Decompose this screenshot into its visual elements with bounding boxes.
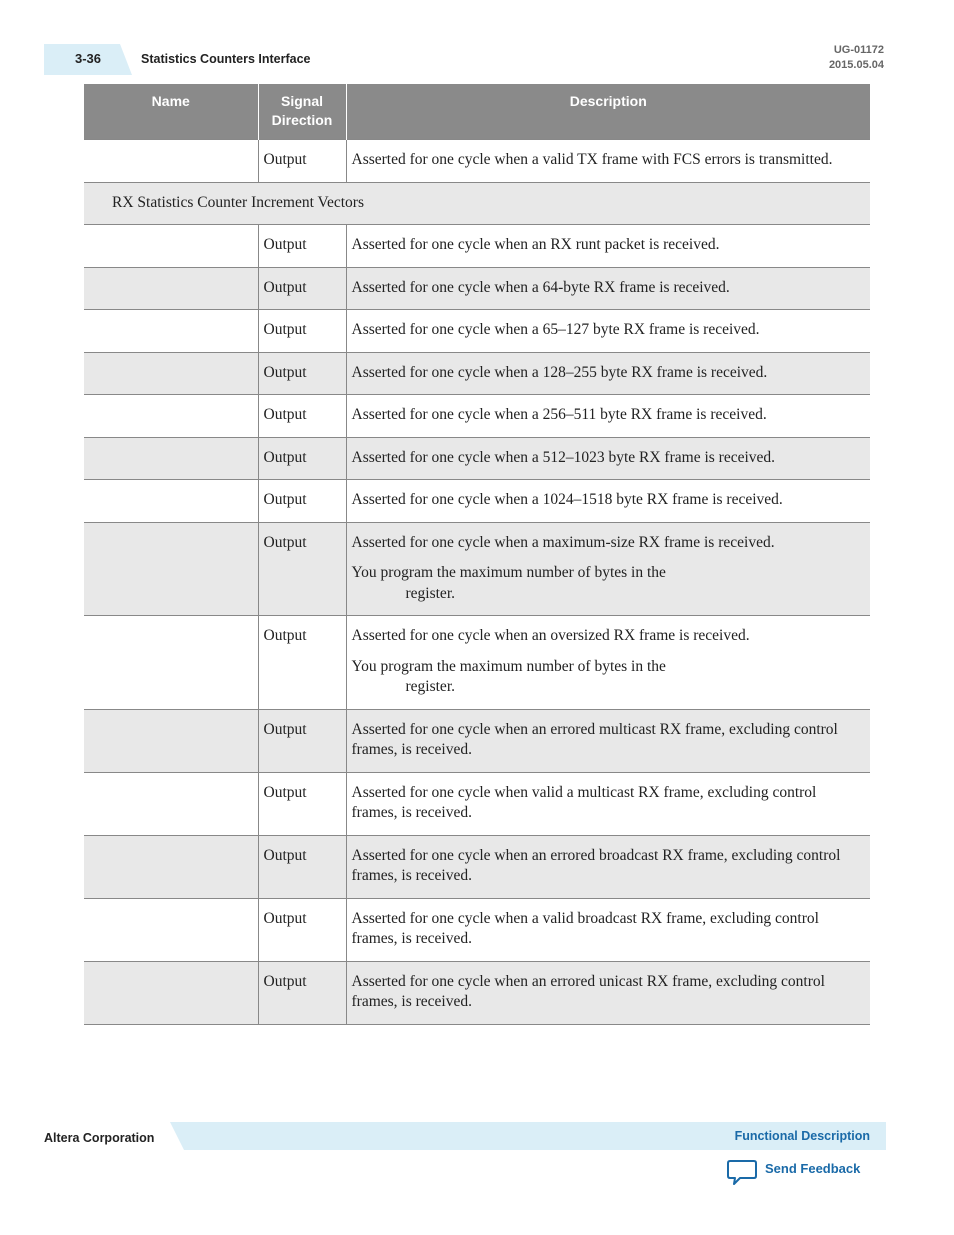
footer-company: Altera Corporation: [44, 1131, 155, 1145]
table-row: [84, 961, 870, 1024]
speech-bubble-icon: [727, 1158, 757, 1186]
signal-direction-cell: Output: [258, 835, 346, 898]
signal-description-cell: Asserted for one cycle when a 256–511 byte RX frame is received.: [346, 395, 870, 438]
table-row: [84, 772, 870, 835]
signal-direction-cell: Output: [258, 437, 346, 480]
send-feedback-button[interactable]: [727, 1158, 860, 1188]
signal-direction-cell: Output: [258, 267, 346, 310]
note-line: You program the maximum number of bytes in the: [351, 564, 666, 581]
signal-direction-cell: Output: [258, 310, 346, 353]
signal-direction-cell: Output: [258, 772, 346, 835]
table-row: [84, 709, 870, 772]
signal-name-cell: [84, 480, 258, 523]
signal-name-cell: [84, 437, 258, 480]
send-feedback-label: Send Feedback: [765, 1161, 861, 1176]
signal-description-cell: Asserted for one cycle when a 512–1023 byte RX frame is received.: [346, 437, 870, 480]
signal-description-cell: Asserted for one cycle when a 64-byte RX frame is received.: [346, 267, 870, 310]
signal-name-cell: [84, 225, 258, 268]
chapter-link[interactable]: Functional Description: [734, 1129, 870, 1143]
table-row: [84, 267, 870, 310]
description-text: Asserted for one cycle when an oversized RX frame is received.: [351, 627, 750, 644]
signal-description-cell: [346, 616, 870, 710]
signal-name-cell: [84, 395, 258, 438]
running-section-title: Statistics Counters Interface: [141, 52, 311, 66]
table-header-row: [84, 84, 870, 140]
description-note: [352, 563, 866, 604]
signal-description-cell: Asserted for one cycle when a valid TX frame with FCS errors is transmitted.: [346, 140, 870, 183]
table-row: [84, 522, 870, 616]
table-row: [84, 140, 870, 183]
signal-description-cell: Asserted for one cycle when a 65–127 byte RX frame is received.: [346, 310, 870, 353]
table-row: [84, 310, 870, 353]
table-row: [84, 835, 870, 898]
column-header-direction: Signal Direction: [258, 84, 346, 140]
signal-direction-cell: Output: [258, 709, 346, 772]
signal-direction-cell: Output: [258, 395, 346, 438]
signal-name-cell: [84, 898, 258, 961]
signal-description-cell: Asserted for one cycle when a 1024–1518 byte RX frame is received.: [346, 480, 870, 523]
section-label: RX Statistics Counter Increment Vectors: [84, 182, 870, 225]
signal-direction-cell: Output: [258, 522, 346, 616]
column-header-name: Name: [84, 84, 258, 140]
signal-table: [84, 84, 870, 1025]
signal-direction-cell: Output: [258, 225, 346, 268]
signal-name-cell: [84, 616, 258, 710]
signal-name-cell: [84, 961, 258, 1024]
table-row: [84, 480, 870, 523]
signal-name-cell: [84, 140, 258, 183]
signal-direction-cell: Output: [258, 480, 346, 523]
signal-description-cell: Asserted for one cycle when an errored multicast RX frame, excluding control frames, is received.: [346, 709, 870, 772]
table-row: [84, 898, 870, 961]
signal-description-cell: Asserted for one cycle when an RX runt packet is received.: [346, 225, 870, 268]
note-line: You program the maximum number of bytes in the: [351, 657, 666, 675]
signal-description-cell: Asserted for one cycle when a valid broadcast RX frame, excluding control frames, is received.: [346, 898, 870, 961]
table-row: [84, 352, 870, 395]
column-header-description: Description: [346, 84, 870, 140]
signal-direction-cell: Output: [258, 352, 346, 395]
signal-description-cell: [346, 522, 870, 616]
signal-description-cell: Asserted for one cycle when a 128–255 byte RX frame is received.: [346, 352, 870, 395]
signal-description-cell: Asserted for one cycle when an errored unicast RX frame, excluding control frames, is received.: [346, 961, 870, 1024]
signal-description-cell: Asserted for one cycle when an errored broadcast RX frame, excluding control frames, is received.: [346, 835, 870, 898]
signal-name-cell: [84, 352, 258, 395]
signal-description-cell: Asserted for one cycle when valid a multicast RX frame, excluding control frames, is received.: [346, 772, 870, 835]
note-line: register.: [405, 584, 455, 602]
signal-direction-cell: Output: [258, 140, 346, 183]
description-text: Asserted for one cycle when a maximum-size RX frame is received.: [351, 533, 775, 551]
signal-name-cell: [84, 835, 258, 898]
section-row: [84, 182, 870, 225]
signal-direction-cell: Output: [258, 961, 346, 1024]
doc-id: UG-01172: [833, 44, 884, 56]
signal-name-cell: [84, 310, 258, 353]
doc-date: 2015.05.04: [828, 59, 884, 71]
table-row: [84, 395, 870, 438]
signal-name-cell: [84, 522, 258, 616]
table-row: [84, 616, 870, 710]
doc-info: [829, 43, 884, 73]
table-row: [84, 437, 870, 480]
signal-name-cell: [84, 709, 258, 772]
signal-name-cell: [84, 267, 258, 310]
page-number: 3-36: [75, 51, 102, 66]
signal-direction-cell: Output: [258, 616, 346, 710]
table-row: [84, 225, 870, 268]
description-note: [352, 657, 866, 698]
signal-name-cell: [84, 772, 258, 835]
note-line: register.: [405, 678, 455, 695]
signal-direction-cell: Output: [258, 898, 346, 961]
